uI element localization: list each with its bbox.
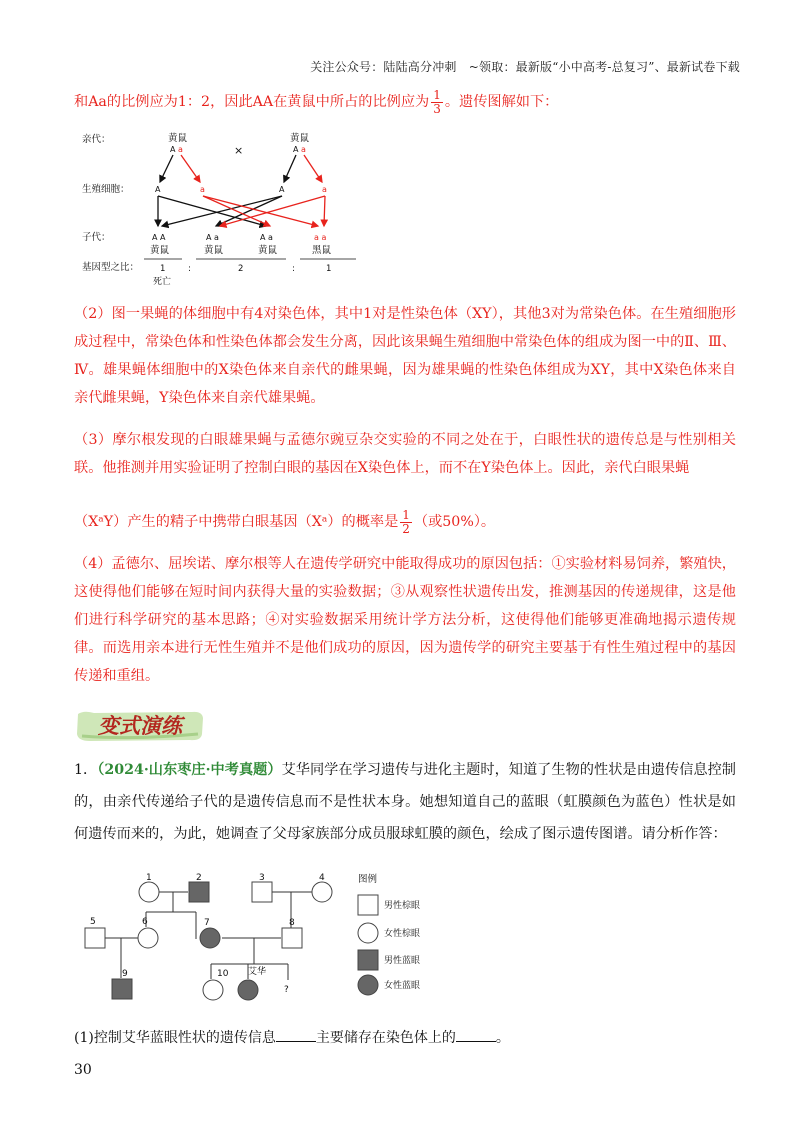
legend-female-blue: 女性蓝眼: [384, 981, 421, 991]
parent-left-allele-A: A: [170, 145, 176, 154]
page-header: 关注公众号：陆陆高分冲刺 ~领取：最新版“小中高考-总复习”、最新试卷下载: [310, 60, 740, 74]
para3-text-before: （XᵃY）产生的精子中携带白眼基因（Xᵃ）的概率是: [74, 514, 399, 530]
member-9: 9: [122, 969, 128, 979]
ratio-separator-1: :: [188, 264, 191, 274]
fraction-one-third: $\frac{1}{3}$: [433, 87, 441, 116]
member-aihua: 艾华: [248, 967, 267, 977]
answer-paragraph-3-line2: [74, 507, 736, 537]
section-badge-text: 变式演练: [98, 714, 182, 738]
offspring-2-genotype: A a: [206, 233, 219, 242]
member-unknown: ?: [284, 985, 289, 995]
sub1-before: (1)控制艾华蓝眼性状的遗传信息: [74, 1030, 276, 1046]
member-8: 8: [289, 918, 295, 928]
member-2: 2: [196, 873, 202, 883]
label-ratio: 基因型之比：: [82, 262, 140, 273]
answer-paragraph-3: （3）摩尔根发现的白眼雄果蝇与孟德尔豌豆杂交实验的不同之处在于，白眼性状的遗传总是与性别相关联。他推测并用实验证明了控制白眼的基因在X染色体上，而不在Y染色体上。因此，亲代白眼果蝇: [74, 432, 736, 476]
genetic-cross-diagram: [80, 128, 380, 298]
member-6: 6: [142, 917, 148, 927]
section-badge: [74, 710, 206, 742]
parent-right-phenotype: 黄鼠: [290, 133, 310, 144]
member-4: 4: [319, 873, 325, 883]
page-number: 30: [74, 1062, 92, 1078]
member-5: 5: [90, 917, 96, 927]
ratio-value-2: 2: [238, 264, 244, 274]
gamete-3: A: [279, 185, 285, 194]
question-1-text: 艾华同学在学习遗传与进化主题时，知道了生物的性状是由遗传信息控制的，由亲代传递给子代的是遗传信息而不是性状本身。她想知道自己的蓝眼（虹膜颜色为蓝色）性状是如何遗传而来的，为此，她调查了父母家族部分成员服球虹膜的颜色，绘成了图示遗传图谱。请分析作答：: [74, 762, 736, 842]
question-1-number: 1．: [74, 762, 98, 778]
intro-text-after: 。遗传图解如下：: [444, 94, 559, 110]
answer-blank-2[interactable]: [456, 1027, 496, 1042]
pedigree-chart: [76, 862, 456, 1012]
ratio-note-death: 死亡: [153, 277, 172, 287]
cross-sign: ×: [234, 144, 244, 157]
offspring-3-genotype: A a: [260, 233, 273, 242]
offspring-1-phenotype: 黄鼠: [150, 245, 170, 256]
offspring-3-phenotype: 黄鼠: [258, 245, 278, 256]
intro-line: [74, 88, 736, 116]
parent-left-phenotype: 黄鼠: [168, 133, 188, 144]
label-gametes: 生殖细胞：: [82, 184, 130, 195]
sub-question-1: [74, 1022, 736, 1054]
sub1-after: 。: [495, 1030, 510, 1046]
ratio-separator-2: :: [292, 264, 295, 274]
offspring-4-phenotype: 黑鼠: [312, 245, 332, 256]
parent-left-allele-a: a: [178, 145, 183, 154]
gamete-4: a: [322, 185, 327, 194]
legend-female-brown: 女性棕眼: [384, 929, 421, 939]
gamete-2: a: [200, 185, 205, 194]
parent-right-allele-A: A: [293, 145, 299, 154]
label-parents: 亲代：: [82, 134, 111, 145]
gamete-1: A: [155, 185, 161, 194]
answer-paragraph-4: （4）孟德尔、屈埃诺、摩尔根等人在遗传学研究中能取得成功的原因包括：①实验材料易饲养，繁殖快，这使得他们能够在短时间内获得大量的实验数据；③从观察性状遗传出发，推测基因的传递规律，这是他们进行科学研究的基本思路；④对实验数据采用统计学方法分析，这使得他们能够更准确地揭示遗传规律。而选用亲本进行无性生殖并不是他们成功的原因，因为遗传学的研究主要基于有性生殖过程中的基因传递和重组。: [74, 556, 736, 684]
fraction-one-half: $\frac{1}{2}$: [402, 507, 410, 536]
label-offspring: 子代：: [82, 232, 111, 243]
answer-blank-1[interactable]: [276, 1027, 316, 1042]
parent-right-allele-a: a: [301, 145, 306, 154]
member-1: 1: [146, 873, 152, 883]
intro-text-before: 和Aa的比例应为1：2，因此AA在黄鼠中所占的比例应为: [74, 94, 430, 110]
question-1-source: （2024·山东枣庄·中考真题）: [97, 762, 282, 778]
ratio-value-3: 1: [326, 264, 332, 274]
para3-text-after: （或50%）。: [413, 514, 496, 530]
legend-male-blue: 男性蓝眼: [384, 956, 421, 966]
member-10: 10: [217, 969, 229, 979]
offspring-4-genotype: a a: [314, 233, 327, 242]
question-1: [74, 754, 736, 850]
sub1-middle: 主要储存在染色体上的: [315, 1030, 456, 1046]
member-7: 7: [204, 918, 210, 928]
ratio-value-1: 1: [160, 264, 166, 274]
legend-male-brown: 男性棕眼: [384, 901, 421, 911]
legend-title: 图例: [358, 874, 378, 885]
member-3: 3: [259, 873, 265, 883]
offspring-2-phenotype: 黄鼠: [204, 245, 224, 256]
offspring-1-genotype: A A: [152, 233, 166, 242]
answer-paragraph-2: （2）图一果蝇的体细胞中有4对染色体，其中1对是性染色体（XY），其他3对为常染色体。在生殖细胞形成过程中，常染色体和性染色体都会发生分离，因此该果蝇生殖细胞中常染色体的组成为图一中的Ⅱ、Ⅲ、Ⅳ。雄果蝇体细胞中的X染色体来自亲代的雌果蝇，因为雄果蝇的性染色体组成为XY，其中X染色体来自亲代雌果蝇，Y染色体来自亲代雄果蝇。: [74, 306, 736, 406]
